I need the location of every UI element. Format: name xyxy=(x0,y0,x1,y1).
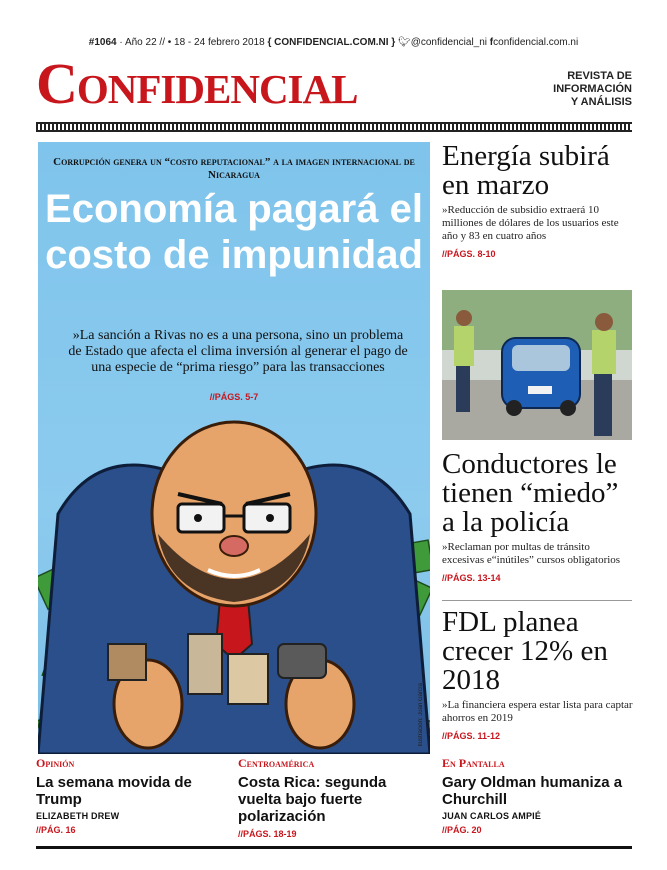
story-drivers[interactable] xyxy=(442,450,634,583)
column-divider xyxy=(442,600,632,601)
issue-date: · Año 22 // • 18 - 24 febrero 2018 xyxy=(116,37,265,48)
teaser-pages[interactable]: //PÁG. 20 xyxy=(442,825,482,835)
story-fdl-deck: »La financiera espera estar lista para captar ahorros en 2019 xyxy=(442,699,633,724)
teaser-title[interactable]: Costa Rica: segunda vuelta bajo fuerte polarización xyxy=(238,774,387,825)
teaser-section: Centroamérica xyxy=(238,756,315,770)
logo[interactable]: Confidencial xyxy=(36,51,358,116)
issue-line xyxy=(0,37,667,48)
story-energy-deck: »Reducción de subsidio extraerá 10 milliones de dólares de los usuarios este año y 83 en cuatro años xyxy=(442,204,619,242)
tagline-line-2: INFORMACIÓN xyxy=(553,83,632,95)
facebook-handle[interactable]: confidencial.com.ni xyxy=(493,37,579,48)
masthead-rule xyxy=(36,122,632,132)
facebook-icon: f xyxy=(489,37,494,48)
twitter-handle[interactable]: @confidencial_ni xyxy=(410,37,488,48)
twitter-icon: 🐦︎ xyxy=(398,37,411,48)
story-energy[interactable] xyxy=(442,142,634,259)
teaser-centroamerica[interactable] xyxy=(238,756,428,839)
tagline-line-1: REVISTA DE xyxy=(567,70,632,82)
teaser-en-pantalla[interactable] xyxy=(442,756,632,835)
teaser-author: JUAN CARLOS AMPIÉ xyxy=(442,811,542,821)
story-drivers-deck: »Reclaman por multas de tránsito excesivas e“inútiles” cursos obligatorios xyxy=(442,541,621,566)
site-url[interactable]: { CONFIDENCIAL.COM.NI } xyxy=(267,37,396,48)
teaser-section: Opinión xyxy=(36,756,75,770)
story-drivers-headline[interactable]: Conductores le tienen “miedo” a la policía xyxy=(442,448,619,538)
bottom-rule xyxy=(36,846,632,849)
masthead xyxy=(36,50,636,120)
bottom-teasers xyxy=(36,756,632,844)
story-fdl[interactable] xyxy=(442,608,634,741)
teaser-pages[interactable]: //PÁG. 16 xyxy=(36,825,76,835)
teaser-author: ELIZABETH DREW xyxy=(36,811,120,821)
cover-headline[interactable]: Economía pagará el costo de impunidad xyxy=(45,187,423,277)
tagline xyxy=(553,70,632,109)
teaser-pages[interactable]: //PÁGS. 18-19 xyxy=(238,829,297,839)
cover-story[interactable] xyxy=(38,142,430,754)
traffic-police-photo xyxy=(442,290,632,440)
teaser-title[interactable]: La semana movida de Trump xyxy=(36,774,192,808)
story-fdl-pages[interactable]: //PÁGS. 11-12 xyxy=(442,731,501,741)
cover-kicker: Corrupción genera un “costo reputacional” a la imagen internacional de Nicaragua xyxy=(53,156,415,181)
teaser-section: En Pantalla xyxy=(442,756,505,770)
story-energy-headline[interactable]: Energía subirá en marzo xyxy=(442,140,610,201)
issue-number: #1064 xyxy=(88,37,117,48)
story-drivers-pages[interactable]: //PÁGS. 13-14 xyxy=(442,573,501,583)
teaser-opinion[interactable] xyxy=(36,756,226,835)
tagline-line-3: Y ANÁLISIS xyxy=(570,96,632,108)
cover-illustration xyxy=(38,404,430,754)
teaser-title[interactable]: Gary Oldman humaniza a Churchill xyxy=(442,774,623,808)
illustration-credit: Ilustración: Juan García xyxy=(418,682,424,746)
cover-pages[interactable]: //PÁGS. 5-7 xyxy=(209,392,259,402)
story-energy-pages[interactable]: //PÁGS. 8-10 xyxy=(442,249,496,259)
story-fdl-headline[interactable]: FDL planea crecer 12% en 2018 xyxy=(442,606,608,696)
cover-deck: »La sanción a Rivas no es a una persona, sino un problema de Estado que afecta el clima inversión al generar el pago de una especie de “prima riesgo” para las transacciones xyxy=(68,328,408,375)
